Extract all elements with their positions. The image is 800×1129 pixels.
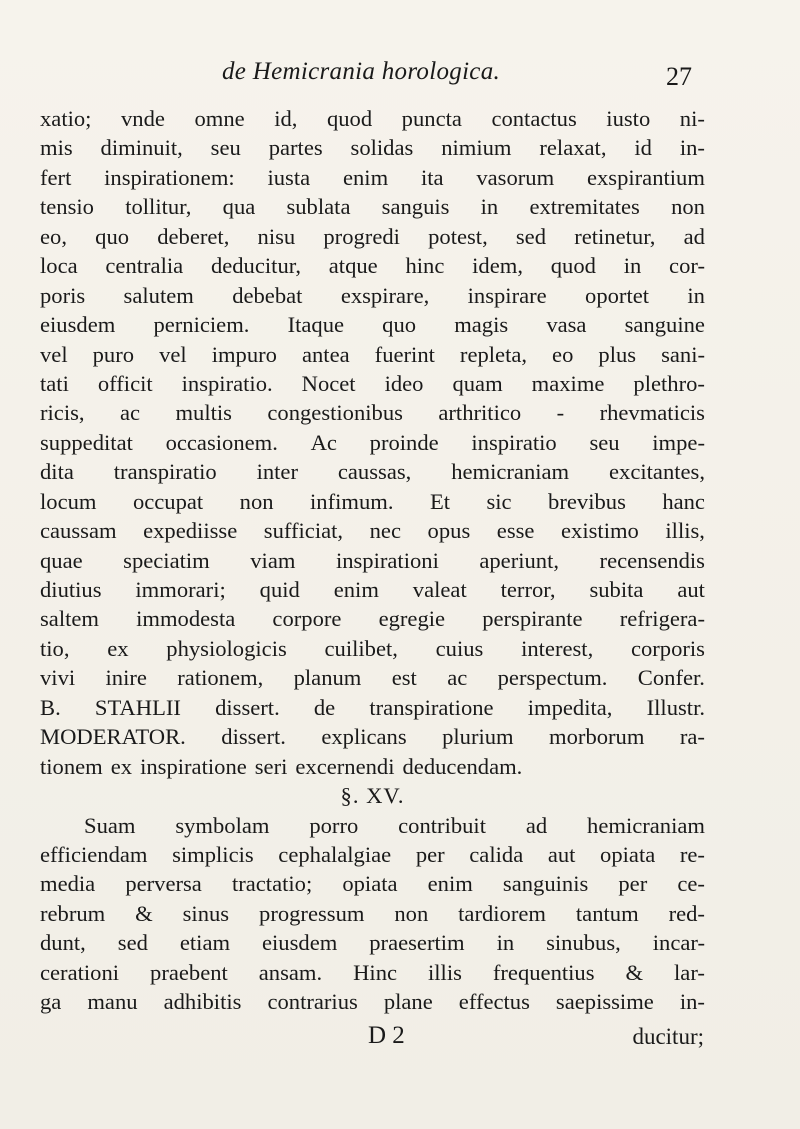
catchword: ducitur;: [632, 1024, 704, 1049]
text-line: poris salutem debebat exspirare, inspirare oportet in: [40, 282, 705, 308]
text-line: vel puro vel impuro antea fuerint repleta, eo plus sani-: [40, 341, 705, 367]
page-number: 27: [666, 62, 692, 91]
text-line: Suam symbolam porro contribuit ad hemicraniam: [84, 812, 705, 838]
text-line: locum occupat non infimum. Et sic brevibus hanc: [40, 488, 705, 514]
signature-mark: D 2: [368, 1022, 405, 1049]
text-line: xatio; vnde omne id, quod puncta contactus iusto ni-: [40, 106, 705, 131]
text-line: rebrum & sinus progressum non tardiorem tantum red-: [40, 900, 705, 926]
text-line: diutius immorari; quid enim valeat terror, subita aut: [40, 577, 705, 602]
text-line: saltem immodesta corpore egregie perspirante refrigera-: [40, 606, 705, 632]
text-line: vivi inire rationem, planum est ac perspectum. Confer.: [40, 665, 705, 691]
text-line: fert inspirationem: iusta enim ita vasorum exspirantium: [40, 164, 705, 190]
text-line: dunt, sed etiam eiusdem praesertim in sinubus, incar-: [40, 930, 705, 956]
text-line: tensio tollitur, qua sublata sanguis in extremitates non: [40, 194, 705, 220]
text-line: tio, ex physiologicis cuilibet, cuius interest, corporis: [40, 635, 705, 661]
text-line: ricis, ac multis congestionibus arthritico - rhevmaticis: [40, 400, 705, 426]
text-line: cerationi praebent ansam. Hinc illis frequentius & lar-: [40, 959, 705, 985]
text-line: suppeditat occasionem. Ac proinde inspiratio seu impe-: [40, 429, 705, 455]
text-line: mis diminuit, seu partes solidas nimium relaxat, id in-: [40, 135, 705, 161]
text-line: eiusdem perniciem. Itaque quo magis vasa sanguine: [40, 312, 705, 338]
page-footer: [0, 1022, 800, 1062]
text-body: [40, 104, 705, 1017]
text-line: caussam expediisse sufficiat, nec opus esse existimo illis,: [40, 518, 705, 544]
text-line: eo, quo deberet, nisu progredi potest, sed retinetur, ad: [40, 223, 705, 249]
text-line: tati officit inspiratio. Nocet ideo quam maxime plethro-: [40, 370, 705, 396]
text-line: ga manu adhibitis contrarius plane effectus saepissime in-: [40, 989, 705, 1015]
text-line: quae speciatim viam inspirationi aperiunt, recensendis: [40, 547, 705, 573]
running-title: de Hemicrania horologica.: [222, 58, 501, 85]
text-line: dita transpiratio inter caussas, hemicraniam excitantes,: [40, 459, 705, 485]
text-line: tionem ex inspiratione seri excernendi deducendam.: [40, 753, 523, 779]
text-line: B. STAHLII dissert. de transpiratione impedita, Illustr.: [40, 694, 705, 720]
text-line: media perversa tractatio; opiata enim sanguinis per ce-: [40, 871, 705, 897]
text-line: MODERATOR. dissert. explicans plurium morborum ra-: [40, 724, 705, 750]
section-heading: §. XV.: [340, 783, 405, 809]
page-header: [0, 58, 800, 98]
text-line: efficiendam simplicis cephalalgiae per calida aut opiata re-: [40, 841, 705, 867]
text-line: loca centralia deducitur, atque hinc idem, quod in cor-: [40, 253, 705, 279]
